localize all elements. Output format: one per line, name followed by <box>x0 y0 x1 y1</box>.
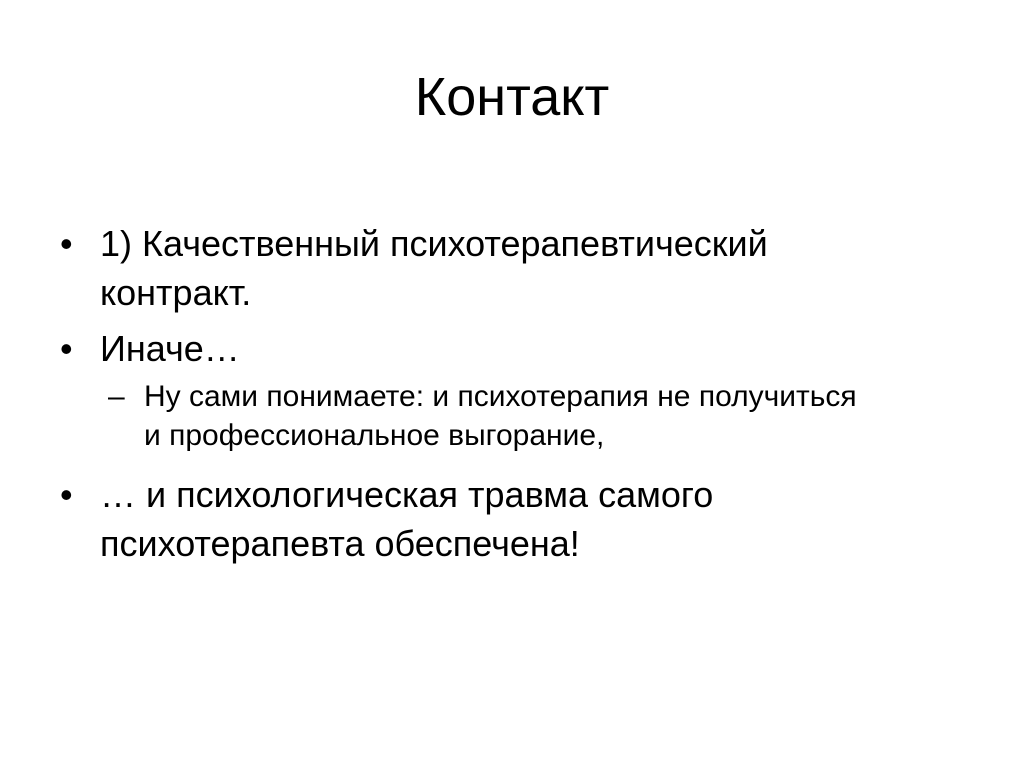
sub-bullet-item <box>108 377 984 455</box>
sub-bullet-text-line: Ну сами понимаете: и психотерапия не получиться <box>144 380 857 413</box>
bullet-dot-icon: • <box>60 328 73 369</box>
bullet-item-otherwise <box>60 324 960 373</box>
slide-title: Контакт <box>414 67 610 127</box>
bullet-text-line: контракт. <box>100 272 252 313</box>
bullet-text-line: … и психологическая травма самого <box>100 474 714 515</box>
sub-bullet-text-line: и профессиональное выгорание, <box>144 419 605 452</box>
bullet-text-line: Иначе… <box>100 328 240 369</box>
bullet-dot-icon: • <box>60 223 73 264</box>
bullet-text-line: 1) Качественный психотерапевтический <box>100 223 768 264</box>
bullet-item-trauma <box>60 470 960 568</box>
dash-icon: – <box>108 380 125 413</box>
bullet-dot-icon: • <box>60 474 73 515</box>
bullet-item-contract <box>60 219 960 317</box>
bullet-text-line: психотерапевта обеспечена! <box>100 523 580 564</box>
